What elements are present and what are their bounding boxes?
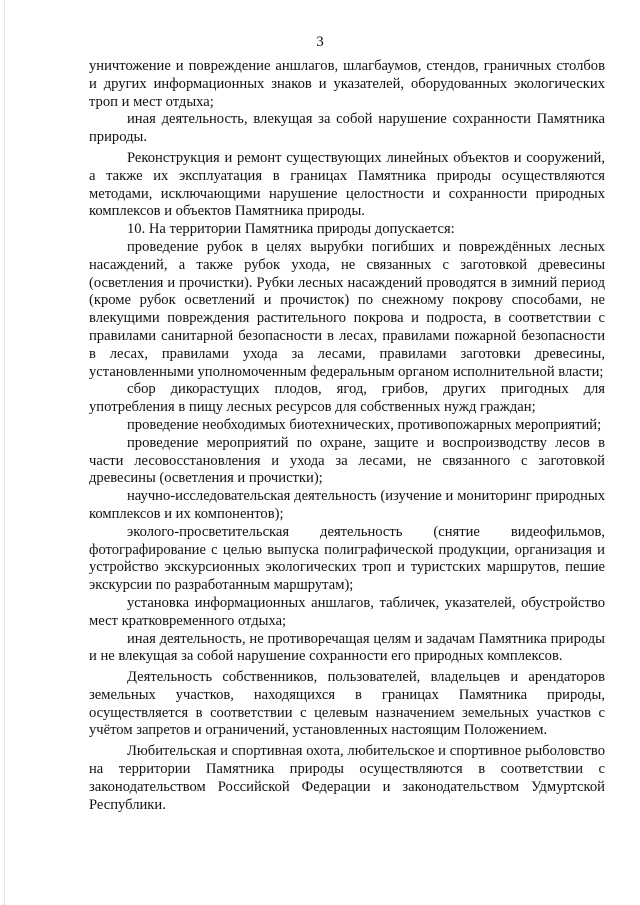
paragraph-12: иная деятельность, не противоречащая целям и задачам Памятника природы и не влекущая за собой нарушение сохранности его природных комплексов.	[89, 630, 605, 665]
paragraph-14: Любительская и спортивная охота, любительское и спортивное рыболовство на территории Памятника природы осуществляются в соответствии с законодательством Российской Федерации и законодательством Удмуртской Республики.	[89, 743, 605, 813]
paragraph-7: проведение необходимых биотехнических, противопожарных мероприятий;	[127, 416, 602, 433]
paragraph-9: научно-исследовательская деятельность (изучение и мониторинг природных комплексов и их компонентов);	[89, 488, 605, 522]
paragraph-5: проведение рубок в целях вырубки погибших и повреждённых лесных насаждений, а также рубок ухода, не связанных с заготовкой древесины (осветления и прочистки). Рубки лесных насаждений проводятся в зимний период (кроме рубок осветлений и прочисток) по снежному покрову способами, не влекущими повреждения растительного покрова и подроста, в соответствии с правилами санитарной безопасности в лесах, правилами пожарной безопасности в лесах, правилами ухода за лесами, правилами заготовки древесины, установленными уполномоченным федеральным органом исполнительной власти;	[89, 238, 605, 380]
paragraph-11: установка информационных аншлагов, табличек, указателей, обустройство мест кратковременного отдыха;	[89, 594, 605, 629]
paragraph-3: Реконструкция и ремонт существующих линейных объектов и сооружений, а также их эксплуатация в границах Памятника природы осуществляются методами, исключающими нарушение целостности и сохранности природных комплексов и объектов Памятника природы.	[89, 149, 605, 220]
document-body	[89, 58, 605, 814]
paragraph-10: эколого-просветительская деятельность (снятие видеофильмов, фотографирование с целью выпуска полиграфической продукции, организация и устройство экскурсионных экологических троп и туристских маршрутов, пешие экскурсии по разработанным маршрутам);	[89, 523, 605, 594]
paragraph-4: 10. На территории Памятника природы допускается:	[127, 221, 455, 238]
paragraph-2: иная деятельность, влекущая за собой нарушение сохранности Памятника природы.	[89, 111, 605, 146]
page-number: 3	[316, 34, 324, 50]
scan-edge-line	[4, 0, 6, 905]
paragraph-8: проведение мероприятий по охране, защите и воспроизводству лесов в части лесовосстановления и ухода за лесами, не связанного с заготовкой древесины (осветления и прочистки);	[89, 434, 605, 487]
paragraph-1: уничтожение и повреждение аншлагов, шлагбаумов, стендов, граничных столбов и других информационных знаков и указателей, оборудованных экологических троп и мест отдыха;	[89, 58, 605, 110]
paragraph-6: сбор дикорастущих плодов, ягод, грибов, других пригодных для употребления в пищу лесных ресурсов для собственных нужд граждан;	[89, 381, 605, 416]
paragraph-13: Деятельность собственников, пользователей, владельцев и арендаторов земельных участков, находящихся в границах Памятника природы, осуществляется в соответствии с целевым назначением земельных участков с учётом запретов и ограничений, установленных настоящим Положением.	[89, 669, 605, 739]
